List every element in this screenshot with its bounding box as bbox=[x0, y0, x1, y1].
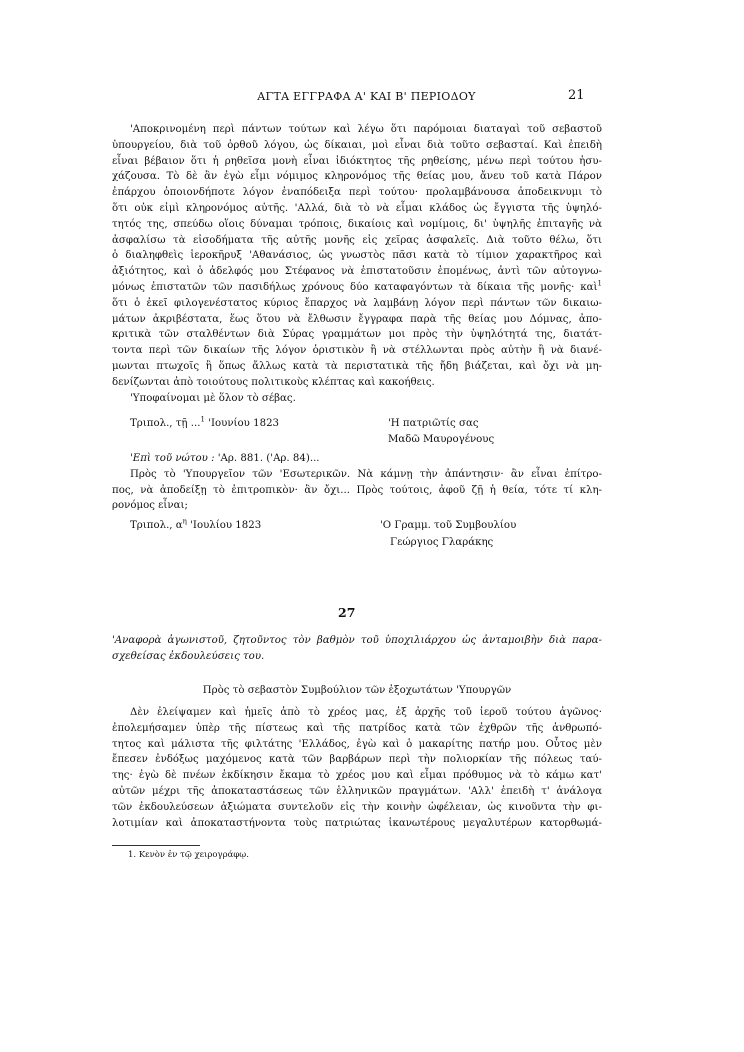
footnote-number: 1. bbox=[128, 850, 137, 860]
text-line: ἀσφαλίσω τὰ εἰσοδήματα τῆς αὐτῆς μονῆς εἰς χεῖρας ἀσφαλεῖς. Διὰ τοῦτο θέλω, ὅτι bbox=[112, 234, 602, 246]
text-line: ὑπουργείου, διὰ τοῦ ὀρθοῦ λόγου, ὡς δίκαιαι, μοὶ εἶναι διὰ τοῦτο σεβασταί. Καὶ ἐπειδὴ bbox=[112, 139, 602, 151]
text-line: ἔπεσεν ἐνδόξως μαχόμενος κατὰ τῶν βαρβάρων περὶ τὴν πολιορκίαν τῆς πόλεως ταύ- bbox=[112, 754, 602, 766]
endorsement-heading bbox=[112, 451, 602, 467]
text-line: 'Αναφορὰ ἀγωνιστοῦ, ζητοῦντος τὸν βαθμὸν τοῦ ὑποχιλιάρχου ὡς ἀνταμοιβὴν διὰ παρα- bbox=[112, 635, 602, 646]
text-line: εἶναι βέβαιον ὅτι ἡ ρηθεῖσα μονὴ εἶναι ἰδιόκτητος τῆς ρηθείσης, μένω περὶ τούτου ἡσυ- bbox=[112, 155, 602, 167]
text-line: τοντα περὶ τῶν δικαίων τῆς λόγον ὁριστικὸν ἢ νὰ στέλλωνται πρὸς αὐτὴν ἢ νὰ διανέ- bbox=[112, 345, 602, 357]
footnote-mark: 1 bbox=[597, 279, 602, 288]
text-line: ὅτι οὐκ εἰμὶ κληρονόμος αὐτῆς. 'Αλλά, διὰ τὸ νὰ εἶμαι κλάδος ὡς ἔγγιστα τῆς ὑψηλό- bbox=[112, 202, 602, 214]
text-line: της· ἐγὼ δὲ πνέων ἐκδίκησιν ἔκαμα τὸ χρέος μου καὶ εἶμαι πρόθυμος νὰ τὸ κάμω κατ' bbox=[112, 770, 602, 782]
text-line: Πρὸς τὸ 'Υπουργεῖον τῶν 'Εσωτερικῶν. Νὰ κάμνῃ τὴν ἀπάντησιν· ἂν εἶναι ἐπίτρο- bbox=[130, 468, 602, 480]
running-head: ΑΓΤΑ ΕΓΓΡΑΦΑ Α' ΚΑΙ Β' ΠΕΡΙΟΔΟΥ bbox=[257, 90, 476, 103]
text-line: δενίζωνται ἀπὸ τοιούτους πολιτικοὺς κλέπτας καὶ κακοήθεις. bbox=[112, 376, 435, 388]
text-line: 'Αποκρινομένη περὶ πάντων τούτων καὶ λέγω ὅτι παρόμοιαι διαταγαὶ τοῦ σεβαστοῦ bbox=[130, 124, 602, 135]
letter-signature-title: 'Η πατριῶτίς σας bbox=[388, 418, 479, 429]
endorsement-place-date: Τριπολ., $\alpha^\eta$ 'Ιουλίου 1823 bbox=[130, 517, 262, 531]
text-line: λοτιμίαν καὶ ἀποκαταστήνοντα τοὺς πατριώτας ἱκανωτέρους μεγαλυτέρων κατορθωμά- bbox=[112, 817, 602, 829]
endorsement-reference: 'Αρ. 881. ('Αρ. 84)... bbox=[217, 453, 320, 464]
closing-formula: 'Υποφαίνομαι μὲ ὅλον τὸ σέβας. bbox=[130, 392, 296, 404]
endorsement-signature-name: Γεώργιος Γλαράκης bbox=[390, 537, 494, 548]
endorsement-label: 'Επὶ τοῦ νώτου : bbox=[130, 453, 215, 464]
text-line: ἀξιότητος, καὶ ὁ ἀδελφός μου Στέφανος νὰ ἐπιστατοῦσιν ἐπομένως, ἀντὶ τῶν αὐτογνω- bbox=[112, 266, 602, 278]
text-line: ἐπάρχου ὁποιονδήποτε λόγον ἐναπόδειξα περὶ τούτου· προλαμβάνουσα ἀποδεικνυμι τὸ bbox=[112, 187, 602, 199]
text-line: ὅτι ὁ ἐκεῖ φιλογενέστατος κύριος ἔπαρχος νὰ λαμβάνῃ λόγον περὶ πάντων τῶν δικαιω- bbox=[112, 297, 602, 309]
footnote-divider bbox=[112, 845, 200, 846]
document-summary bbox=[112, 633, 602, 665]
text-line: κριτικὰ τῶν σταλθέντων διὰ Σύρας γραμμάτων μοι πρὸς τὴν ὑψηλότητά της, διατάτ- bbox=[112, 329, 602, 341]
text-line: σχεθείσας ἐκδουλεύσεις του. bbox=[112, 650, 265, 662]
text-line-with-note bbox=[112, 280, 602, 296]
text-line: Δὲν ἐλείψαμεν καὶ ἡμεῖς ἀπὸ τὸ χρέος μας, ἐξ ἀρχῆς τοῦ ἱεροῦ τούτου ἀγῶνος· bbox=[130, 707, 602, 718]
letter-signature-name: Μαδῶ Μαυρογένους bbox=[388, 434, 495, 445]
text-line: αὐτῶν μέχρι τῆς ἀποκαταστάσεως τῶν ἑλληνικῶν πραγμάτων. 'Αλλ' ἐπειδὴ τ' ἀνάλογα bbox=[112, 785, 602, 797]
letter-body bbox=[112, 122, 602, 406]
letter-place-date: Τριπολ., τῇ ...$^1$ 'Ιουνίου 1823 bbox=[130, 415, 280, 429]
text-line: πος, νὰ ἀποδείξῃ τὸ ἐπιτροπικὸν· ἂν ὄχι... Πρὸς τούτοις, ἀφοῦ ζῇ ἡ θεία, τότε τί κλη- bbox=[112, 484, 602, 496]
text-line: μάτων ἀκριβέστατα, ἕως ὅτου νὰ ἔλθωσιν ἔγγραφα παρὰ τῆς θείας μου Δόμνας, ἀπο- bbox=[112, 313, 602, 325]
endorsement-signature-title: 'Ο Γραμμ. τοῦ Συμβουλίου bbox=[380, 520, 517, 531]
endorsement bbox=[112, 451, 602, 514]
text-line: μόνως ἐπιστατῶν τῶν πασιδήλως χρόνους δύο καταφαγόντων τὰ δίκαια τῆς μονῆς· καὶ bbox=[112, 281, 598, 293]
document-number: 27 bbox=[338, 605, 356, 620]
text-line: τητος καὶ μάλιστα τῆς φιλτάτης 'Ελλάδος, ἐγὼ καὶ ὁ μακαρίτης πατήρ μου. Οὗτος μὲν bbox=[112, 738, 602, 750]
document-body bbox=[112, 705, 602, 831]
footnote-mark: 1 bbox=[200, 415, 205, 424]
text-line: χάζουσα. Τὸ δὲ ἂν ἐγὼ εἶμι νόμιμος κληρονόμος τῆς θείας μου, ἄνευ τοῦ κατὰ Πάρον bbox=[112, 171, 602, 183]
footnote-text: Κενὸν ἐν τῷ χειρογράφῳ. bbox=[138, 850, 249, 860]
text-line: τητός της, σπεύδω οἵοις δύναμαι τρόποις, δικαίοις καὶ νομίμοις, δι' ὑψηλῆς ἐπιταγῆς νὰ bbox=[112, 218, 602, 230]
footnote bbox=[128, 850, 249, 860]
text-line: ὁ διαληφθεὶς ἱεροκῆρυξ 'Αθανάσιος, ὡς γνωστὸς πᾶσι κατὰ τὸ τίμιον χαρακτῆρος καὶ bbox=[112, 250, 602, 262]
document-address: Πρὸς τὸ σεβαστὸν Συμβούλιον τῶν ἐξοχωτάτων 'Υπουργῶν bbox=[202, 685, 512, 696]
text-line: τῶν ἐκδουλεύσεων ἀξιώματα συντελοῦν εἰς τὴν κοινὴν ὠφέλειαν, ὡς κινοῦντα τὴν φι- bbox=[112, 801, 602, 813]
page-number: 21 bbox=[568, 88, 585, 103]
text-line: ρονόμος εἶναι; bbox=[112, 500, 188, 512]
text-line: μωνται πτωχοῖς ἢ ὅπως ἄλλως κατὰ τὰ περιστατικὰ τῆς ἤδη βιάζεται, καὶ ὄχι νὰ μη- bbox=[112, 360, 602, 372]
text-line: ἐπολεμήσαμεν ὑπὲρ τῆς πίστεως καὶ τῆς πατρίδος κατὰ τῶν ἐχθρῶν τῆς ἀνθρωπό- bbox=[112, 722, 602, 734]
